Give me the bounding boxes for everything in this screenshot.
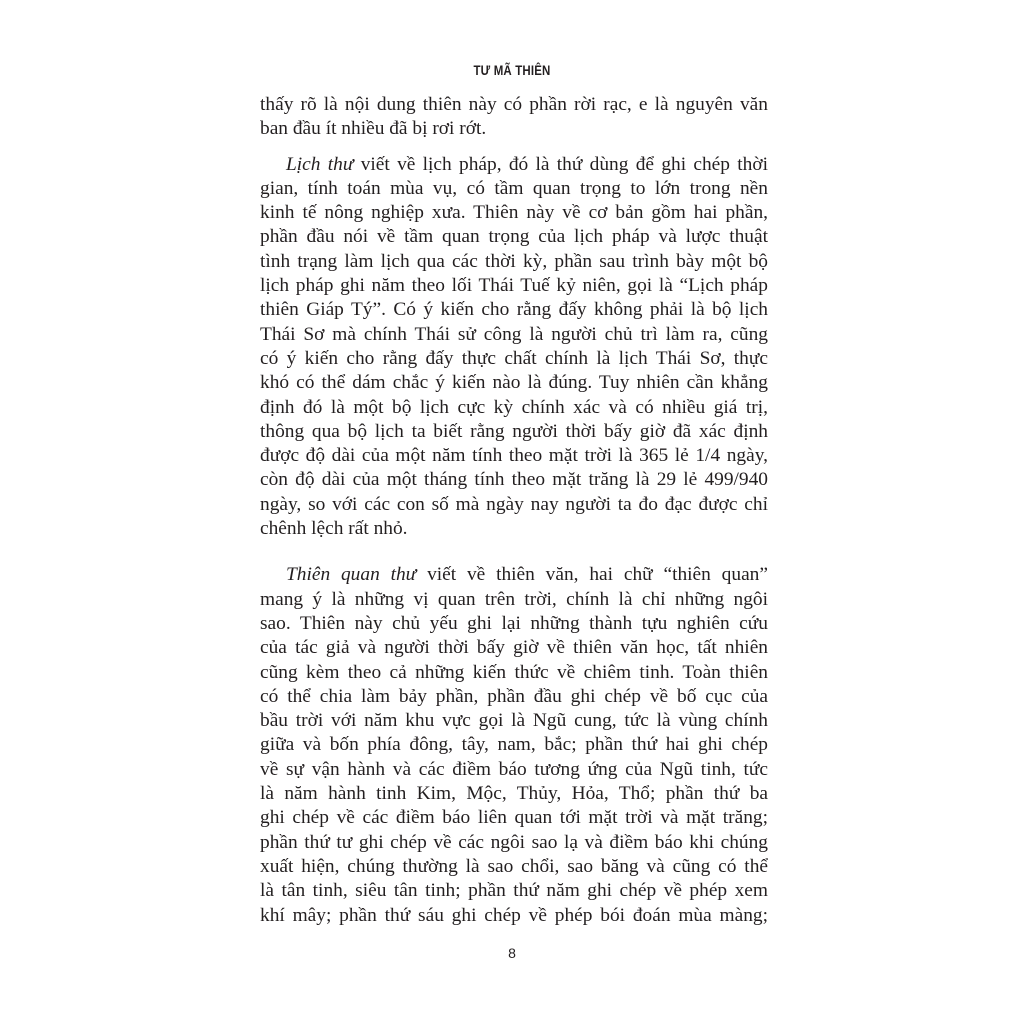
line-text: của tác giả và người thời bấy giờ về thiên văn học, tất nhiên [260, 637, 768, 659]
text-line [260, 177, 768, 201]
text-line [260, 806, 768, 830]
paragraph [260, 153, 768, 542]
line-text: thiên Giáp Tý”. Có ý kiến cho rằng đấy không phải là bộ lịch [260, 299, 768, 321]
text-line [260, 879, 768, 903]
text-line [260, 493, 768, 517]
italic-title: Lịch thư [286, 153, 354, 175]
line-text: giữa và bốn phía đông, tây, nam, bắc; phần thứ hai ghi chép [260, 734, 768, 756]
line-text: chênh lệch rất nhỏ. [260, 518, 408, 540]
line-text: có ý kiến cho rằng đấy thực chất chính là lịch Thái Sơ, thực [260, 347, 768, 369]
line-text: gian, tính toán mùa vụ, có tầm quan trọng to lớn trong nền [260, 177, 768, 199]
text-line [260, 636, 768, 660]
line-text: có thể chia làm bảy phần, phần đầu ghi chép về bố cục của [260, 685, 768, 707]
line-text: Thái Sơ mà chính Thái sử công là người chủ trì làm ra, cũng [260, 323, 768, 345]
line-text: phần đầu nói về tầm quan trọng của lịch pháp và lược thuật [260, 226, 768, 248]
line-text: viết về lịch pháp, đó là thứ dùng để ghi chép thời [353, 153, 768, 175]
text-line [260, 371, 768, 395]
text-line [260, 117, 768, 141]
line-text: phần thứ tư ghi chép về các ngôi sao lạ và điềm báo khi chúng [260, 831, 768, 853]
italic-title: Thiên quan thư [286, 564, 417, 586]
text-line [260, 904, 768, 928]
text-line [260, 274, 768, 298]
paragraph [260, 563, 768, 927]
text-line [260, 420, 768, 444]
text-line [260, 782, 768, 806]
text-line [260, 468, 768, 492]
line-text: sao. Thiên này chủ yếu ghi lại những thành tựu nghiên cứu [260, 612, 768, 634]
text-line [260, 612, 768, 636]
text-line [260, 685, 768, 709]
text-line [260, 298, 768, 322]
line-text: thấy rõ là nội dung thiên này có phần rời rạc, e là nguyên văn [260, 94, 768, 115]
line-text: là tân tinh, siêu tân tinh; phần thứ năm ghi chép về phép xem [260, 880, 768, 902]
text-line [260, 444, 768, 468]
line-text: ghi chép về các điềm báo liên quan tới mặt trời và mặt trăng; [260, 807, 768, 829]
text-line [260, 201, 768, 225]
line-text: cũng kèm theo cả những kiến thức về chiêm tinh. Toàn thiên [260, 661, 768, 683]
text-line [260, 153, 768, 177]
text-line [260, 733, 768, 757]
page-body [260, 93, 768, 928]
line-text: là năm hành tinh Kim, Mộc, Thủy, Hỏa, Thổ; phần thứ ba [260, 783, 768, 805]
text-line [260, 588, 768, 612]
paragraph [260, 93, 768, 142]
line-text: mang ý là những vị quan trên trời, chính là chỉ những ngôi [260, 588, 768, 610]
running-header: TƯ MÃ THIÊN [473, 62, 551, 78]
line-text: ban đầu ít nhiều đã bị rơi rớt. [260, 118, 487, 140]
text-line [260, 323, 768, 347]
line-text: bầu trời với năm khu vực gọi là Ngũ cung, tức là vùng chính [260, 710, 768, 732]
text-line [260, 855, 768, 879]
line-text: khó có thể dám chắc ý kiến nào là đúng. Tuy nhiên cần khẳng [260, 372, 768, 394]
line-text: thông qua bộ lịch ta biết rằng người thời bấy giờ đã xác định [260, 420, 768, 442]
line-text: về sự vận hành và các điềm báo tương ứng của Ngũ tinh, tức [260, 758, 768, 780]
text-line [260, 225, 768, 249]
text-line [260, 93, 768, 117]
text-line [260, 347, 768, 371]
line-text: xuất hiện, chúng thường là sao chổi, sao băng và cũng có thể [260, 855, 768, 877]
text-line [260, 661, 768, 685]
page-number: 8 [508, 945, 516, 961]
text-line [260, 396, 768, 420]
text-line [260, 250, 768, 274]
text-line [260, 758, 768, 782]
line-text: kinh tế nông nghiệp xưa. Thiên này về cơ bản gồm hai phần, [260, 202, 768, 224]
text-line [260, 563, 768, 587]
text-line [260, 831, 768, 855]
line-text: tình trạng làm lịch qua các thời kỳ, phần sau trình bày một bộ [260, 250, 768, 272]
line-text: viết về thiên văn, hai chữ “thiên quan” [416, 564, 768, 586]
text-line [260, 517, 768, 541]
line-text: lịch pháp ghi năm theo lối Thái Tuế kỷ niên, gọi là “Lịch pháp [260, 275, 768, 297]
line-text: được độ dài của một năm tính theo mặt trời là 365 lẻ 1/4 ngày, [260, 445, 768, 467]
line-text: định đó là một bộ lịch cực kỳ chính xác và có nhiều giá trị, [260, 396, 768, 418]
text-line [260, 709, 768, 733]
line-text: khí mây; phần thứ sáu ghi chép về phép bói đoán mùa màng; [260, 904, 768, 926]
line-text: ngày, so với các con số mà ngày nay người ta đo đạc được chỉ [260, 493, 768, 515]
line-text: còn độ dài của một tháng tính theo mặt trăng là 29 lẻ 499/940 [260, 469, 768, 491]
